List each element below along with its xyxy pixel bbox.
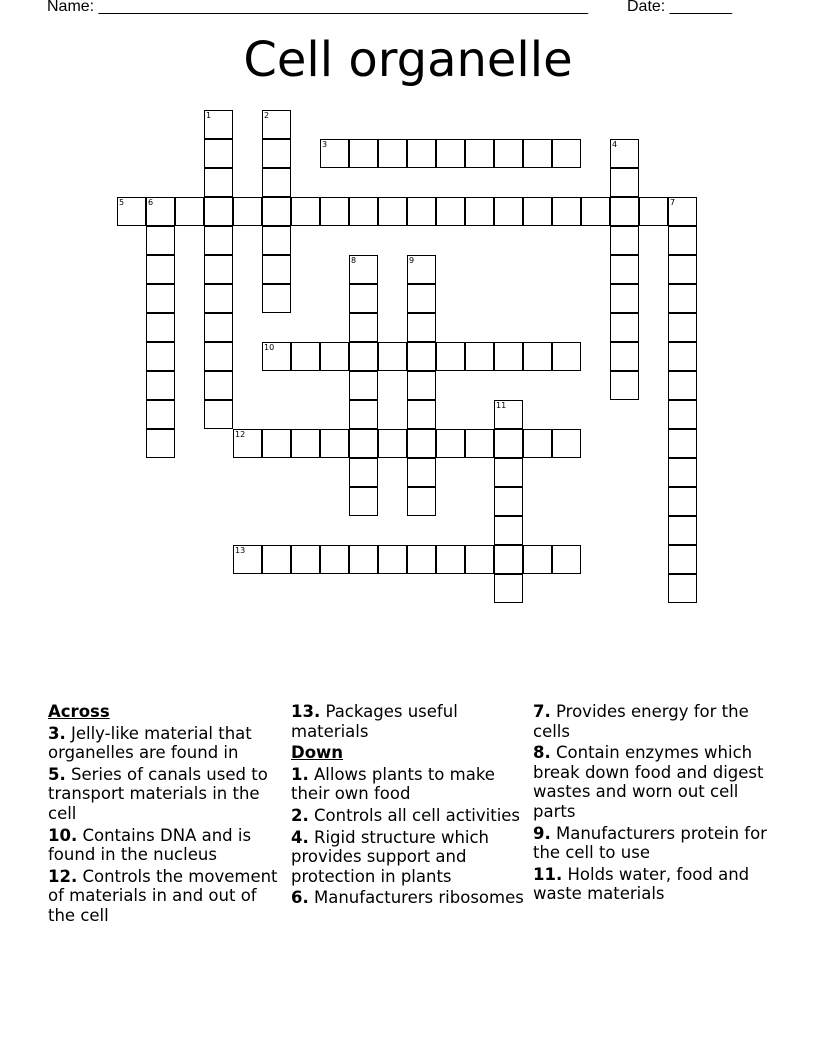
crossword-cell[interactable] [494,574,523,603]
crossword-cell[interactable] [523,342,552,371]
crossword-cell[interactable] [465,197,494,226]
clue-number: 3 [322,140,328,149]
crossword-cell[interactable] [349,139,378,168]
crossword-cell[interactable] [262,139,291,168]
across-clue-10: 10. Contains DNA and is found in the nucleus [48,825,252,865]
crossword-cell[interactable] [436,139,465,168]
crossword-cell[interactable] [552,197,581,226]
crossword-cell[interactable] [552,429,581,458]
clue-column-3 [533,702,773,906]
crossword-cell[interactable] [146,313,175,342]
down-clue-6: 6. Manufacturers ribosomes [291,888,524,908]
crossword-cell[interactable] [610,255,639,284]
crossword-cell[interactable] [668,545,697,574]
crossword-cell[interactable] [233,545,262,574]
across-heading: Across [48,702,110,721]
crossword-cell[interactable] [349,197,378,226]
crossword-cell[interactable] [349,400,378,429]
down-clue-1: 1. Allows plants to make their own food [291,764,495,804]
crossword-cell[interactable] [233,197,262,226]
clue-number: 6 [148,198,154,207]
crossword-cell[interactable] [523,197,552,226]
date-field[interactable]: Date: _______ [627,0,732,15]
crossword-cell[interactable] [320,545,349,574]
crossword-cell[interactable] [233,429,262,458]
crossword-cell[interactable] [494,487,523,516]
crossword-cell[interactable] [349,342,378,371]
crossword-cell[interactable] [262,284,291,313]
crossword-cell[interactable] [523,545,552,574]
crossword-cell[interactable] [262,255,291,284]
crossword-cell[interactable] [204,197,233,226]
down-heading: Down [291,743,344,763]
crossword-cell[interactable] [146,429,175,458]
crossword-cell[interactable] [146,400,175,429]
clue-column-1 [48,702,284,928]
down-clue-8: 8. Contain enzymes which break down food and digest wastes and worn out cell parts [533,743,764,821]
clue-number: 4 [612,140,618,149]
crossword-cell[interactable] [291,429,320,458]
crossword-cell[interactable] [668,487,697,516]
crossword-cell[interactable] [407,313,436,342]
name-field[interactable]: Name: _______________________________________________________ [47,0,588,15]
down-clue-11: 11. Holds water, food and waste materials [533,864,750,904]
crossword-cell[interactable] [320,139,349,168]
crossword-cell[interactable] [349,255,378,284]
crossword-cell[interactable] [407,545,436,574]
crossword-cell[interactable] [610,168,639,197]
crossword-cell[interactable] [494,400,523,429]
crossword-cell[interactable] [204,284,233,313]
crossword-cell[interactable] [320,197,349,226]
crossword-cell[interactable] [610,226,639,255]
crossword-cell[interactable] [639,197,668,226]
crossword-cell[interactable] [320,429,349,458]
crossword-cell[interactable] [262,168,291,197]
crossword-cell[interactable] [668,400,697,429]
across-clue-13: 13. Packages useful materials [291,702,458,741]
crossword-cell[interactable] [407,197,436,226]
crossword-cell[interactable] [262,545,291,574]
crossword-cell[interactable] [494,429,523,458]
crossword-cell[interactable] [349,487,378,516]
clue-number: 10 [264,343,275,352]
crossword-cell[interactable] [494,139,523,168]
across-clue-3: 3. Jelly-like material that organelles are found in [48,723,252,763]
crossword-cell[interactable] [262,110,291,139]
crossword-cell[interactable] [349,545,378,574]
crossword-cell[interactable] [668,342,697,371]
crossword-cell[interactable] [349,313,378,342]
crossword-cell[interactable] [407,255,436,284]
crossword-cell[interactable] [407,400,436,429]
crossword-cell[interactable] [117,197,146,226]
crossword-cell[interactable] [204,400,233,429]
crossword-cell[interactable] [204,313,233,342]
crossword-cell[interactable] [668,313,697,342]
crossword-cell[interactable] [146,255,175,284]
crossword-cell[interactable] [262,342,291,371]
crossword-cell[interactable] [494,342,523,371]
crossword-cell[interactable] [378,429,407,458]
down-clue-4: 4. Rigid structure which provides support and protection in plants [291,827,490,886]
crossword-cell[interactable] [378,545,407,574]
crossword-cell[interactable] [175,197,204,226]
crossword-cell[interactable] [407,284,436,313]
crossword-cell[interactable] [349,429,378,458]
crossword-cell[interactable] [436,342,465,371]
crossword-cell[interactable] [407,429,436,458]
crossword-cell[interactable] [407,458,436,487]
crossword-cell[interactable] [262,226,291,255]
crossword-cell[interactable] [610,284,639,313]
crossword-cell[interactable] [465,139,494,168]
crossword-cell[interactable] [494,545,523,574]
crossword-cell[interactable] [668,574,697,603]
crossword-cell[interactable] [668,516,697,545]
crossword-cell[interactable] [436,197,465,226]
down-clue-7: 7. Provides energy for the cells [533,702,749,741]
crossword-cell[interactable] [494,458,523,487]
crossword-cell[interactable] [610,197,639,226]
clue-number: 12 [235,430,246,439]
across-clue-12: 12. Controls the movement of materials in and out of the cell [48,866,278,925]
crossword-cell[interactable] [523,139,552,168]
crossword-cell[interactable] [552,545,581,574]
clue-number: 9 [409,256,415,265]
crossword-cell[interactable] [204,371,233,400]
clue-number: 5 [119,198,125,207]
crossword-cell[interactable] [146,284,175,313]
crossword-cell[interactable] [378,342,407,371]
crossword-cell[interactable] [204,226,233,255]
crossword-cell[interactable] [523,429,552,458]
crossword-cell[interactable] [349,458,378,487]
crossword-cell[interactable] [349,371,378,400]
crossword-cell[interactable] [407,487,436,516]
crossword-cell[interactable] [407,342,436,371]
crossword-cell[interactable] [668,226,697,255]
crossword-cell[interactable] [204,139,233,168]
clue-number: 2 [264,111,270,120]
crossword-cell[interactable] [668,197,697,226]
crossword-cell[interactable] [146,197,175,226]
crossword-cell[interactable] [668,458,697,487]
clue-number: 8 [351,256,357,265]
down-clue-2: 2. Controls all cell activities [291,805,521,825]
crossword-cell[interactable] [610,342,639,371]
crossword-cell[interactable] [204,342,233,371]
crossword-cell[interactable] [262,197,291,226]
crossword-cell[interactable] [146,226,175,255]
crossword-cell[interactable] [291,545,320,574]
crossword-cell[interactable] [291,197,320,226]
across-clue-5: 5. Series of canals used to transport materials in the cell [48,764,268,823]
crossword-cell[interactable] [668,371,697,400]
clue-number: 13 [235,546,246,555]
crossword-cell[interactable] [204,255,233,284]
crossword-cell[interactable] [291,342,320,371]
crossword-cell[interactable] [204,168,233,197]
crossword-cell[interactable] [552,342,581,371]
crossword-cell[interactable] [146,371,175,400]
crossword-cell[interactable] [552,139,581,168]
crossword-cell[interactable] [668,429,697,458]
crossword-cell[interactable] [378,139,407,168]
clue-number: 1 [206,111,212,120]
crossword-cell[interactable] [407,371,436,400]
crossword-cell[interactable] [465,545,494,574]
clue-number: 7 [670,198,676,207]
crossword-cell[interactable] [204,110,233,139]
crossword-cell[interactable] [494,197,523,226]
crossword-cell[interactable] [262,429,291,458]
crossword-cell[interactable] [465,429,494,458]
crossword-cell[interactable] [320,342,349,371]
crossword-cell[interactable] [610,139,639,168]
crossword-cell[interactable] [668,284,697,313]
crossword-cell[interactable] [436,429,465,458]
crossword-cell[interactable] [610,313,639,342]
clue-column-2 [291,702,527,910]
crossword-cell[interactable] [378,197,407,226]
down-clue-9: 9. Manufacturers protein for the cell to use [533,823,767,863]
crossword-cell[interactable] [146,342,175,371]
crossword-cell[interactable] [349,284,378,313]
crossword-cell[interactable] [610,371,639,400]
crossword-cell[interactable] [494,516,523,545]
crossword-cell[interactable] [407,139,436,168]
crossword-cell[interactable] [581,197,610,226]
page-title: Cell organelle [243,32,573,88]
clue-number: 11 [496,401,507,410]
crossword-cell[interactable] [668,255,697,284]
crossword-cell[interactable] [465,342,494,371]
crossword-cell[interactable] [436,545,465,574]
